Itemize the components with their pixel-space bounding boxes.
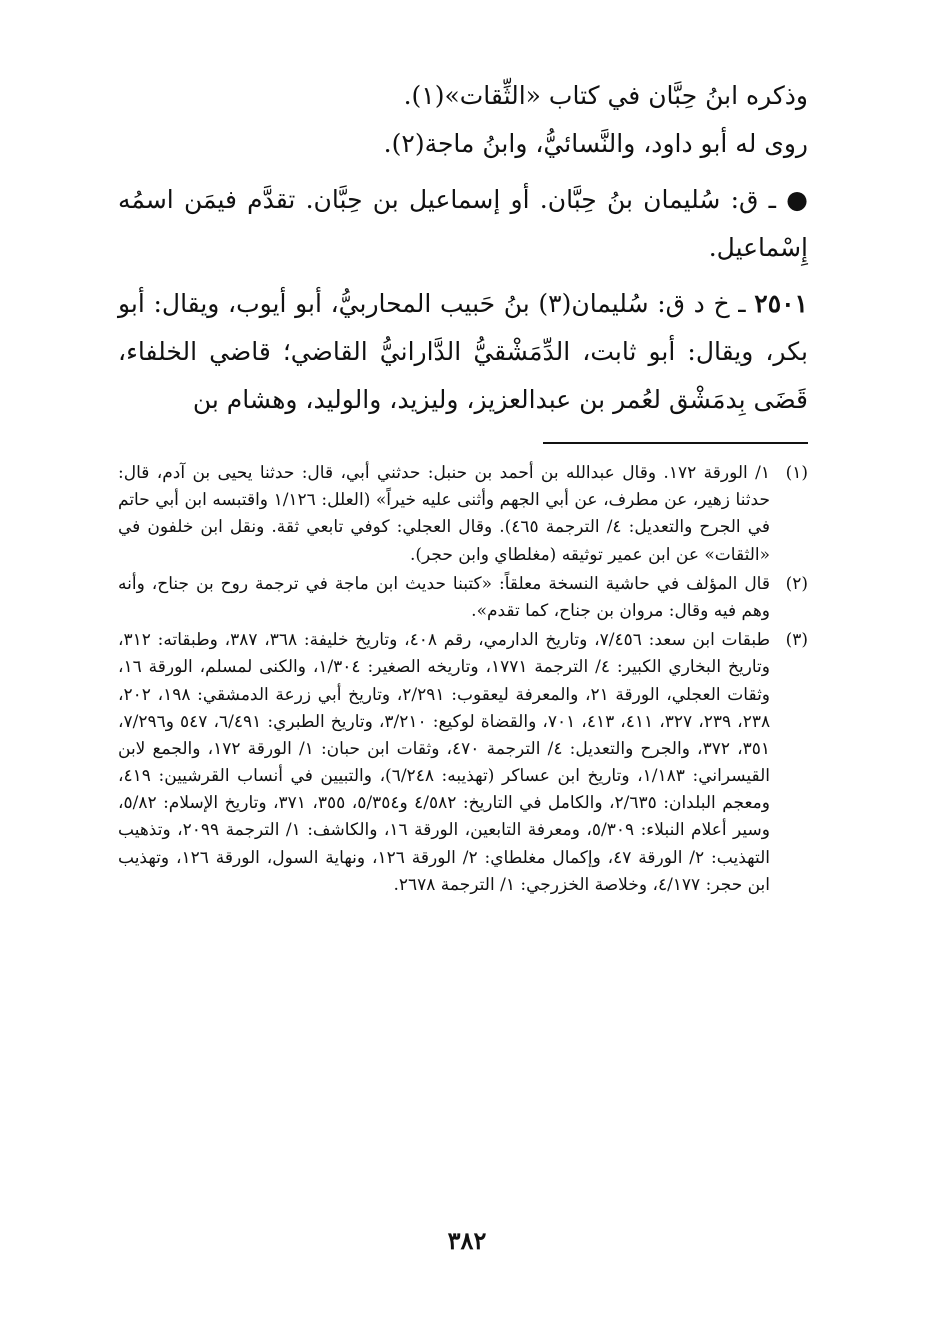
main-text [118, 72, 808, 424]
footnote-text: ١/ الورقة ١٧٢. وقال عبدالله بن أحمد بن حنبل: حدثني أبي، قال: حدثنا يحيى بن آدم، قال: حدثنا زهير، عن مطرف، عن أبي الجهم وأثنى عليه خيراً» (العلل: ١/١٢٦ واقتبسه ابن أبي حاتم في الجرح والتعديل: ٤/ الترجمة ٤٦٥). وقال العجلي: كوفي تابعي ثقة. ونقل ابن خلفون في «الثقات» عن ابن عمير توثيقه (مغلطاي وابن حجر). [118, 463, 771, 565]
entry-number: ٢٥٠١ [754, 289, 808, 318]
footnote-marker: (١) [785, 463, 808, 483]
footnote-3 [118, 627, 808, 899]
book-page [118, 72, 808, 901]
main-line-2: روى له أبو داود، والنَّسائيُّ، وابنُ ماجة(٢). [383, 129, 808, 158]
footnote-1 [118, 460, 808, 569]
footnote-2 [118, 571, 808, 625]
main-line-1: وذكره ابنُ حِبَّان في كتاب «الثِّقات»(١). [403, 81, 808, 110]
footnote-text: طبقات ابن سعد: ٧/٤٥٦، وتاريخ الدارمي، رقم ٤٠٨، وتاريخ خليفة: ٣٦٨، ٣٨٧، وطبقاته: ٣١٢، وتاريخ البخاري الكبير: ٤/ الترجمة ١٧٧١، وتاريخه الصغير: ١/٣٠٤، والكنى لمسلم، الورقة ١٦، وثقات العجلي، الورقة ٢١، والمعرفة ليعقوب: ٢/٢٩١، وتاريخ أبي زرعة الدمشقي: ١٩٨، ٢٠٢، ٢٣٨، ٢٣٩، ٣٢٧، ٤١١، ٤١٣، ٧٠١، والقضاة لوكيع: ٣/٢١٠، وتاريخ الطبري: ٦/٤٩١، ٥٤٧ و٧/٢٩٦، ٣٥١، ٣٧٢، والجرح والتعديل: ٤/ الترجمة ٤٧٠، وثقات ابن حبان: ١/ الورقة ١٧٢، والجمع لابن القيسراني: ١/١٨٣، وتاريخ ابن عساكر (تهذيبه: ٦/٢٤٨)، والتبيين في أنساب القرشيين: ٤١٩، ومعجم البلدان: ٢/٦٣٥، والكامل في التاريخ: ٤/٥٨٢ و٥/٣٥٤، ٣٥٥، ٣٧١، وتاريخ الإسلام: ٥/٨٢، وسير أعلام النبلاء: ٥/٣٠٩، ومعرفة التابعين، الورقة ١٦، والكاشف: ١/ الترجمة ٢٠٩٩، وتذهيب التهذيب: ٢/ الورقة ٤٧، وإكمال مغلطاي: ٢/ الورقة ١٢٦، ونهاية السول، الورقة ١٢٦، وتهذيب ابن حجر: ٤/١٧٧، وخلاصة الخزرجي: ١/ الترجمة ٢٦٧٨. [118, 630, 771, 895]
footnote-marker: (٢) [785, 573, 808, 594]
footnote-marker: (٣) [785, 630, 808, 651]
footnote-text: قال المؤلف في حاشية النسخة معلقاً: «كتبنا حديث ابن ماجة في ترجمة روح بن جناح، وأنه وهم فيه وقال: مروان بن جناح، كما تقدم». [118, 573, 770, 621]
page-number: ٣٨٢ [447, 1226, 487, 1255]
entry-text: ـ خ د ق: سُليمان(٣) بنُ حَبيب المحاربيُّ، أبو أيوب، ويقال: أبو بكر، ويقال: أبو ثابت، الدِّمَشْقيُّ الدَّارانيُّ القاضي؛ قاضي الخلفاء، قَضَى بِدمَشْق لعُمر بن عبدالعزيز، وليزيد، والوليد، وهشام بن [118, 289, 808, 414]
footnotes [118, 460, 808, 899]
footnote-divider [543, 442, 808, 444]
biography-entry [118, 280, 808, 424]
cross-reference-entry: ● ـ ق: سُليمان بنُ حِبَّان. أو إسماعيل بن حِبَّان. تقدَّم فيمَن اسمُه إِسْماعيل. [118, 185, 808, 262]
